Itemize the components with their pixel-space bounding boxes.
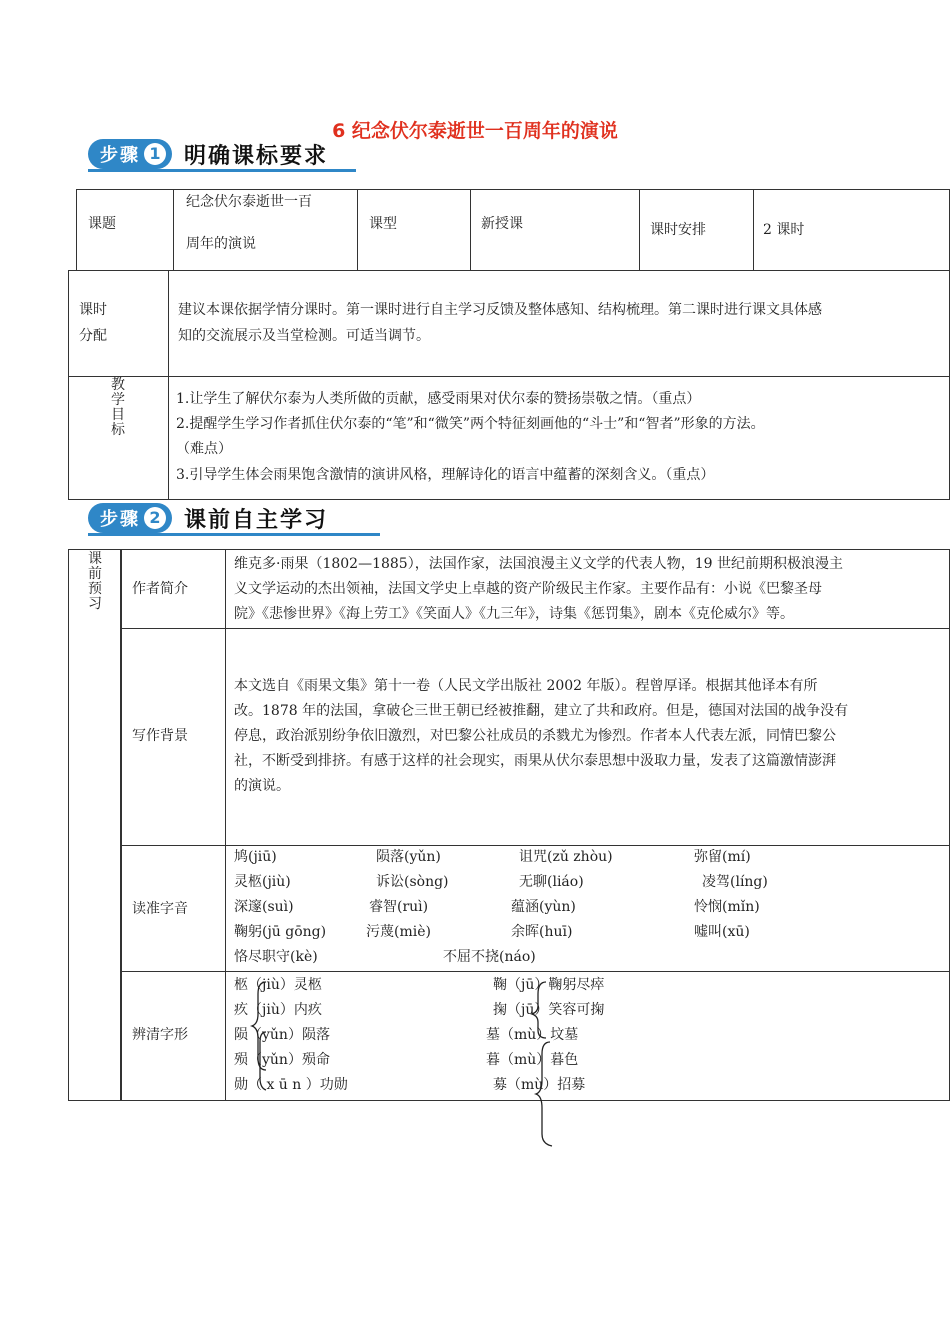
form-left-item: 陨（yǔn）陨落 [234,1027,330,1043]
author-text-2: 义文学运动的杰出领袖，法国文学史上卓越的资产阶级民主作家。主要作品有：小说《巴黎圣母 [234,581,822,597]
topic-label: 课题 [88,216,116,232]
pron-item: 陨落(yǔn) [376,849,441,865]
pron-item: 凌驾(líng) [702,874,768,890]
author-label: 作者简介 [132,581,188,597]
form-right-item: 募（mù）招募 [493,1077,586,1093]
pronunciation-label: 读准字音 [132,901,188,917]
pron-item: 恪尽职守(kè) [234,949,318,965]
background-label: 写作背景 [132,728,188,744]
pron-item: 深邃(suì) [234,899,294,915]
allocation-label-1: 课时 [79,302,107,318]
form-left-item: 柩（jiù）灵柩 [234,977,322,993]
background-text-1: 本文选自《雨果文集》第十一卷（人民文学出版社 2002 年版）。程曾厚译。根据其他译本有所 [234,678,818,694]
author-text-1: 维克多·雨果（1802—1885），法国作家，法国浪漫主义文学的代表人物，19 世纪前期积极浪漫主 [234,556,843,572]
pron-item: 不屈不挠(náo) [443,949,536,965]
right-brace-icon [530,980,554,1150]
pron-item: 嘘叫(xū) [694,924,750,940]
step-2-badge [88,503,172,533]
page-title: 6 纪念伏尔泰逝世一百周年的演说 [332,120,618,142]
pron-item: 弥留(mí) [694,849,751,865]
step-1-underline [88,169,356,172]
form-right-item: 掬（jū）笑容可掬 [493,1002,605,1018]
goals-label: 教学目标 [111,377,125,438]
hours-label: 课时安排 [650,222,706,238]
background-text-2: 改。1878 年的法国，拿破仑三世王朝已经被推翻，建立了共和政府。但是，德国对法国的战争没有 [234,703,849,719]
pron-item: 诅咒(zǔ zhòu) [519,849,613,865]
pron-item: 睿智(ruì) [369,899,429,915]
step-2-header [88,503,328,533]
goal-3: 3.引导学生体会雨果饱含激情的演讲风格，理解诗化的语言中蕴蓄的深刻含义。（重点） [176,467,715,483]
pron-item: 无聊(liáo) [519,874,584,890]
form-right-item: 墓（mù）坟墓 [486,1027,579,1043]
form-left-item: 勋（ x ū n ）功勋 [234,1077,348,1093]
background-text-4: 社，不断受到排挤。有感于这样的社会现实，雨果从伏尔泰思想中汲取力量，发表了这篇激情澎湃 [234,753,836,769]
pron-item: 污蔑(miè) [366,924,431,940]
allocation-label-2: 分配 [79,328,107,344]
pron-item: 蕴涵(yùn) [511,899,576,915]
pron-item: 鸠(jiū) [234,849,277,865]
step-1-badge [88,139,172,169]
step-1-badge-text: 步骤 [100,145,140,166]
form-label: 辨清字形 [132,1027,188,1043]
background-text-5: 的演说。 [234,778,290,794]
topic-value-line2: 周年的演说 [186,236,256,252]
pron-item: 灵柩(jiù) [234,874,291,890]
goal-1: 1.让学生了解伏尔泰为人类所做的贡献，感受雨果对伏尔泰的赞扬崇敬之情。（重点） [176,391,701,407]
type-label: 课型 [369,216,397,232]
form-right-item: 鞠（jū）鞠躬尽瘁 [493,977,605,993]
form-left-item: 殒（yǔn）殒命 [234,1052,330,1068]
topic-value-line1: 纪念伏尔泰逝世一百 [186,194,312,210]
form-left-item: 疚（jiù）内疚 [234,1002,322,1018]
pron-item: 怜悯(mǐn) [694,899,760,915]
allocation-text-2: 知的交流展示及当堂检测。可适当调节。 [178,328,430,344]
step-2-badge-text: 步骤 [100,509,140,530]
step-2-underline [88,533,380,536]
author-text-3: 院》《悲惨世界》《海上劳工》《笑面人》《九三年》，诗集《惩罚集》，剧本《克伦威尔》等。 [234,606,794,622]
goal-2: 2.提醒学生学习作者抓住伏尔泰的“笔”和“微笑”两个特征刻画他的“斗士”和“智者”形象的方法。 [176,416,765,432]
preview-side-label: 课前预习 [88,551,102,612]
pron-item: 余晖(huī) [511,924,573,940]
step-2-number: 2 [144,507,166,529]
pron-item: 鞠躬(jū gōng) [234,924,327,940]
background-text-3: 停息，政治派别纷争依旧激烈，对巴黎公社成员的杀戮尤为惨烈。作者本人代表左派，同情巴黎公 [234,728,836,744]
type-value: 新授课 [481,216,523,232]
hours-value: 2 课时 [763,222,805,238]
step-1-number: 1 [144,143,166,165]
allocation-text-1: 建议本课依据学情分课时。第一课时进行自主学习反馈及整体感知、结构梳理。第二课时进行课文具体感 [178,302,822,318]
step-2-label: 课前自主学习 [184,507,329,533]
goal-2-tag: （难点） [176,441,232,457]
pron-item: 诉讼(sòng) [376,874,449,890]
step-1-label: 明确课标要求 [184,143,329,169]
form-right-item: 暮（mù）暮色 [486,1052,579,1068]
left-brace-icon [250,980,270,1100]
step-1-header [88,139,328,169]
